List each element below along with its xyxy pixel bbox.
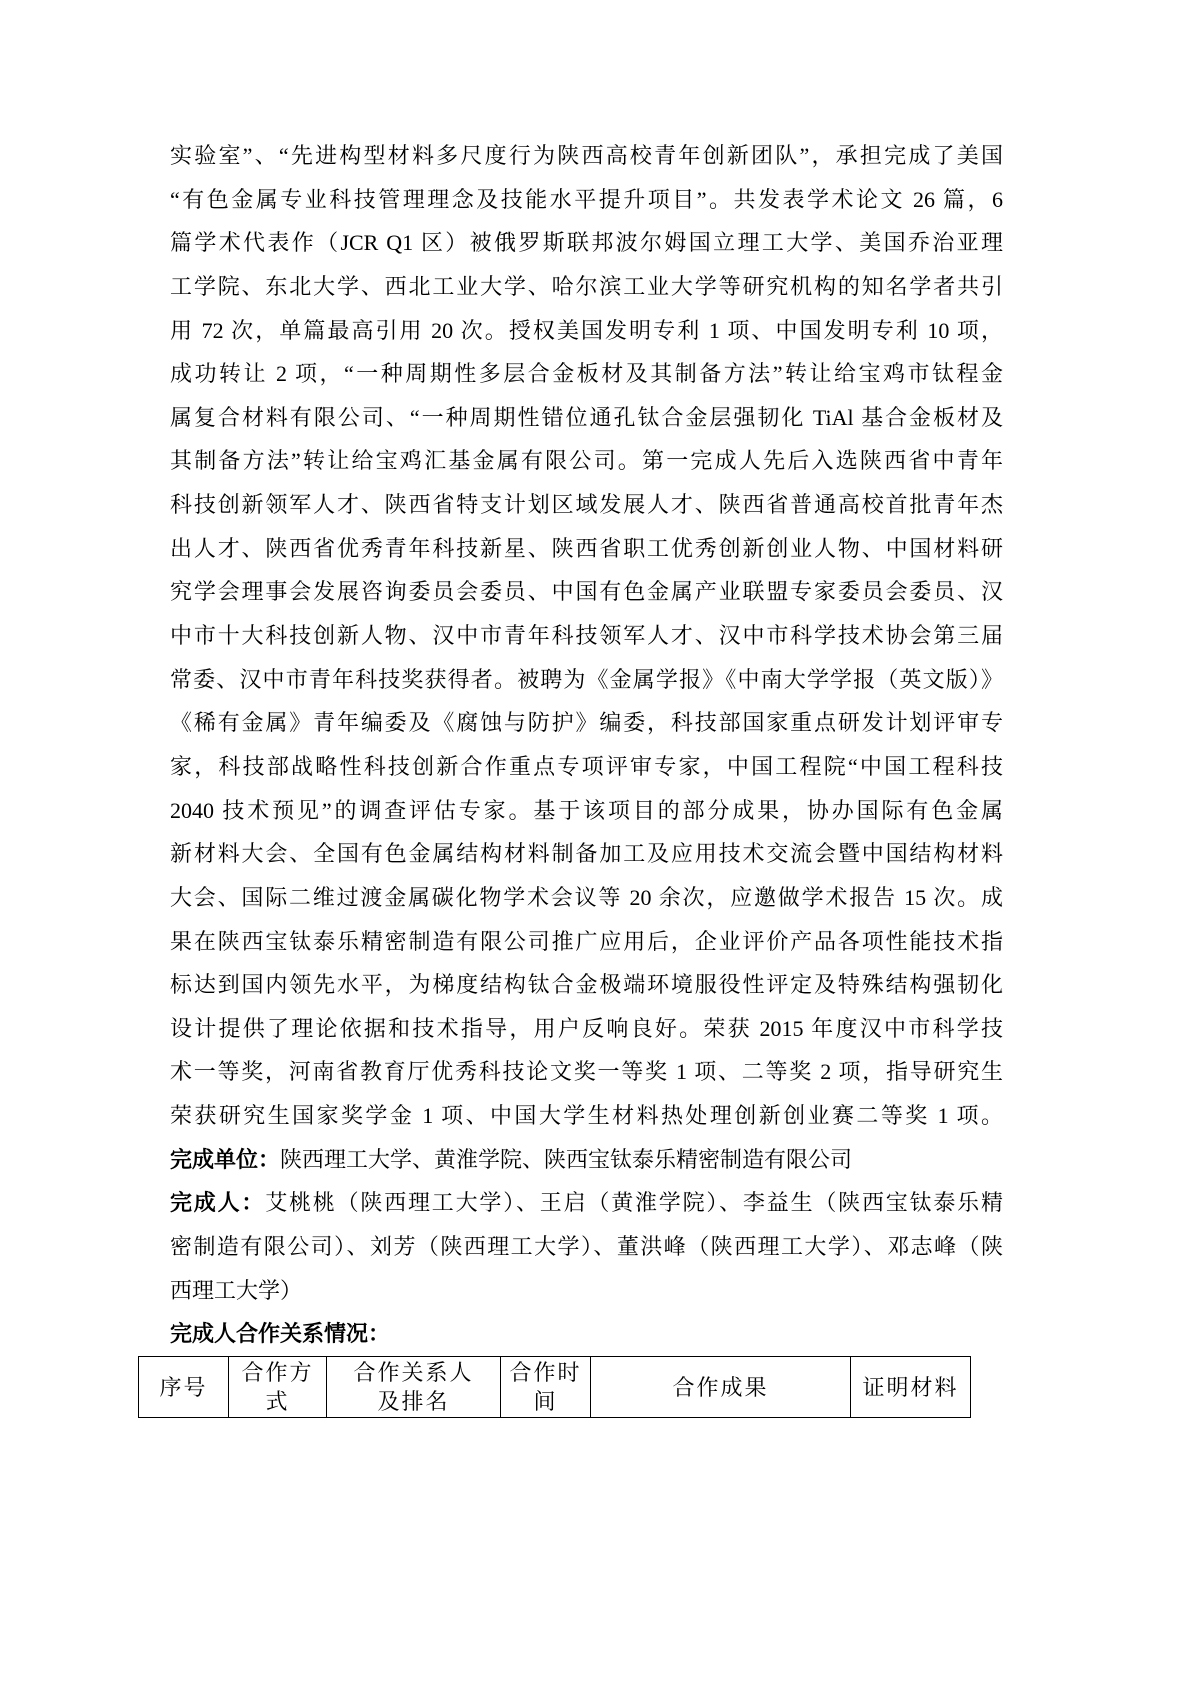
body-text-line: 究学会理事会发展咨询委员会委员、中国有色金属产业联盟专家委员会委员、汉 — [170, 579, 1003, 605]
table-header-row — [139, 1357, 971, 1418]
header-cooperation-mode-text: 合作方式 — [241, 1360, 314, 1414]
completers-line: 西理工大学） — [170, 1277, 303, 1303]
body-text-line: 用 72 次，单篇最高引用 20 次。授权美国发明专利 1 项、中国发明专利 10 项， — [170, 317, 1003, 343]
completion-units-value: 陕西理工大学、黄淮学院、陕西宝钛泰乐精密制造有限公司 — [280, 1146, 853, 1172]
completers-label: 完成人： — [170, 1190, 266, 1216]
header-partner-and-rank-text: 合作关系人及排名 — [353, 1360, 474, 1414]
header-proof-materials — [851, 1357, 971, 1418]
body-text-line: 2040 技术预见”的调查评估专家。基于该项目的部分成果，协办国际有色金属 — [170, 797, 1003, 823]
body-text-line: 家，科技部战略性科技创新合作重点专项评审专家，中国工程院“中国工程科技 — [170, 753, 1003, 779]
header-partner-and-rank — [327, 1357, 501, 1418]
body-text-line: 成功转让 2 项，“一种周期性多层合金板材及其制备方法”转让给宝鸡市钛程金 — [170, 361, 1003, 387]
completers-text: 艾桃桃（陕西理工大学）、王启（黄淮学院）、李益生（陕西宝钛泰乐精 — [265, 1190, 1003, 1216]
body-text-line: 术一等奖，河南省教育厅优秀科技论文奖一等奖 1 项、二等奖 2 项，指导研究生 — [170, 1059, 1003, 1085]
body-text-line: 常委、汉中市青年科技奖获得者。被聘为《金属学报》《中南大学学报（英文版）》 — [170, 666, 1003, 692]
body-text-line: 大会、国际二维过渡金属碳化物学术会议等 20 余次，应邀做学术报告 15 次。成 — [170, 884, 1003, 910]
header-cooperation-results — [591, 1357, 851, 1418]
body-text-line: 荣获研究生国家奖学金 1 项、中国大学生材料热处理创新创业赛二等奖 1 项。 — [170, 1103, 1003, 1129]
header-cooperation-results-text: 合作成果 — [672, 1374, 769, 1400]
header-cooperation-time-text: 合作时间 — [509, 1360, 582, 1414]
body-text-line: 《稀有金属》青年编委及《腐蚀与防护》编委，科技部国家重点研发计划评审专 — [170, 710, 1003, 736]
header-cooperation-time — [501, 1357, 591, 1418]
body-text-line: 属复合材料有限公司、“一种周期性错位通孔钛合金层强韧化 TiAl 基合金板材及 — [170, 404, 1003, 430]
completers-line — [170, 1181, 1003, 1225]
body-text-line: “有色金属专业科技管理理念及技能水平提升项目”。共发表学术论文 26 篇，6 — [170, 186, 1003, 212]
body-text-line: 实验室”、“先进构型材料多尺度行为陕西高校青年创新团队”，承担完成了美国 — [170, 143, 1003, 168]
body-text-line: 科技创新领军人才、陕西省特支计划区域发展人才、陕西省普通高校首批青年杰 — [170, 492, 1003, 518]
header-index-text: 序号 — [159, 1374, 208, 1400]
cooperation-title-line — [170, 1312, 1003, 1356]
body-text-line: 出人才、陕西省优秀青年科技新星、陕西省职工优秀创新创业人物、中国材料研 — [170, 535, 1003, 561]
header-index — [139, 1357, 229, 1418]
body-text-line: 中市十大科技创新人物、汉中市青年科技领军人才、汉中市科学技术协会第三届 — [170, 623, 1003, 649]
body-text-line: 篇学术代表作（JCR Q1 区）被俄罗斯联邦波尔姆国立理工大学、美国乔治亚理 — [170, 230, 1003, 256]
completion-units-label: 完成单位： — [170, 1146, 281, 1172]
body-text-line: 设计提供了理论依据和技术指导，用户反响良好。荣获 2015 年度汉中市科学技 — [170, 1015, 1003, 1041]
body-text-line: 新材料大会、全国有色金属结构材料制备加工及应用技术交流会暨中国结构材料 — [170, 841, 1003, 867]
completers-line: 密制造有限公司）、刘芳（陕西理工大学）、董洪峰（陕西理工大学）、邓志峰（陕 — [170, 1234, 1003, 1260]
body-text-line: 标达到国内领先水平，为梯度结构钛合金极端环境服役性评定及特殊结构强韧化 — [170, 972, 1003, 998]
header-cooperation-mode — [229, 1357, 327, 1418]
cooperation-title: 完成人合作关系情况： — [170, 1321, 391, 1347]
body-text-line: 工学院、东北大学、西北工业大学、哈尔滨工业大学等研究机构的知名学者共引 — [170, 273, 1003, 299]
body-text — [170, 134, 1003, 1356]
body-text-line: 果在陕西宝钛泰乐精密制造有限公司推广应用后，企业评价产品各项性能技术指 — [170, 928, 1003, 954]
cooperation-table — [138, 1356, 971, 1418]
completion-units-line — [170, 1138, 1003, 1182]
body-text-line: 其制备方法”转让给宝鸡汇基金属有限公司。第一完成人先后入选陕西省中青年 — [170, 448, 1003, 474]
header-proof-materials-text: 证明材料 — [862, 1374, 959, 1400]
